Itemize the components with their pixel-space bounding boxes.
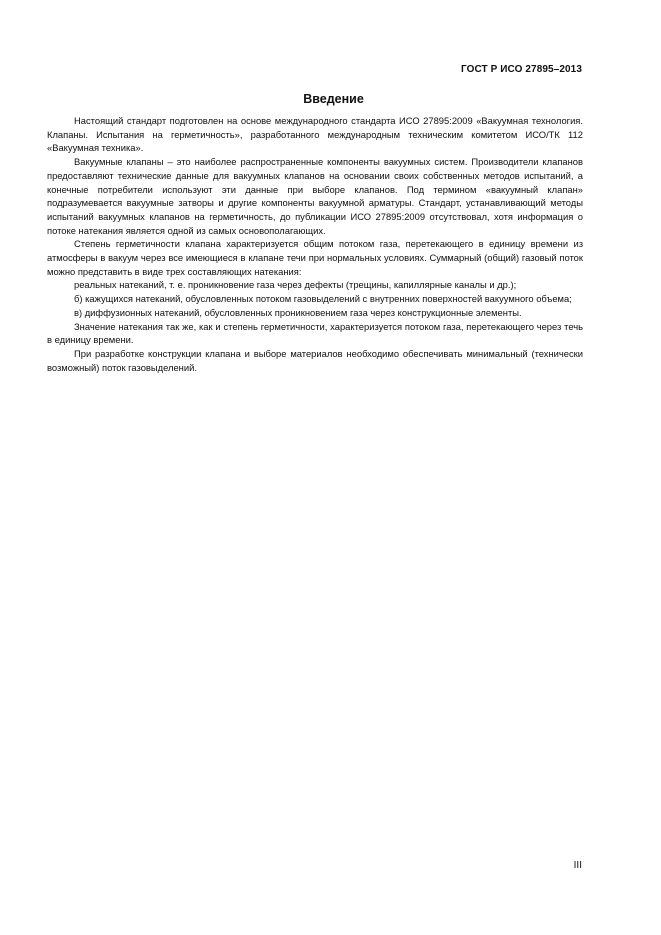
list-item-virtual-leaks: б) кажущихся натеканий, обусловленных потоком газовыделений с внутренних поверхностей вакуумного объема; xyxy=(74,293,572,305)
page-number: III xyxy=(573,860,582,871)
paragraph-standard-basis: Настоящий стандарт подготовлен на основе международного стандарта ИСО 27895:2009 «Вакуумная технология. Клапаны. Испытания на герметичность», разработанного международным техническим комитетом ИСО/ТК 112 «Вакуумная техника». xyxy=(47,115,583,154)
list-item-real-leaks: реальных натеканий, т. е. проникновение газа через дефекты (трещины, капиллярные каналы и др.); xyxy=(74,279,517,291)
body-text xyxy=(47,114,583,374)
paragraph-vacuum-valves: Вакуумные клапаны – это наиболее распространенные компоненты вакуумных систем. Производители клапанов предоставляют технические данные для вакуумных клапанов на основании своих собственных методов испытаний, а конечные потребители используют эти данные при выборе клапанов. Под термином «вакуумный клапан» подразумевается вакуумные затворы и другие компоненты вакуумной арматуры. Стандарт, устанавливающий методы испытаний вакуумных клапанов на герметичность, до публикации ИСО 27895:2009 отсутствовал, хотя информация о потоке натекания является одной из самых основополагающих. xyxy=(47,156,583,236)
paragraph-leak-tightness: Степень герметичности клапана характеризуется общим потоком газа, перетекающего в единицу времени из атмосферы в вакуум через все имеющиеся в клапане течи при нормальных условиях. Суммарный (общий) газовый поток можно представить в виде трех составляющих натекания: xyxy=(47,238,583,277)
section-title: Введение xyxy=(303,92,364,106)
standard-id-header: ГОСТ Р ИСО 27895–2013 xyxy=(460,64,582,75)
paragraph-leak-value: Значение натекания так же, как и степень герметичности, характеризуется потоком газа, перетекающего через течь в единицу времени. xyxy=(47,320,583,346)
paragraph-design-note: При разработке конструкции клапана и выборе материалов необходимо обеспечивать минимальный (технически возможный) поток газовыделений. xyxy=(47,347,583,373)
list-item-diffusion-leaks: в) диффузионных натеканий, обусловленных проникновением газа через конструкционные элементы. xyxy=(74,306,522,318)
